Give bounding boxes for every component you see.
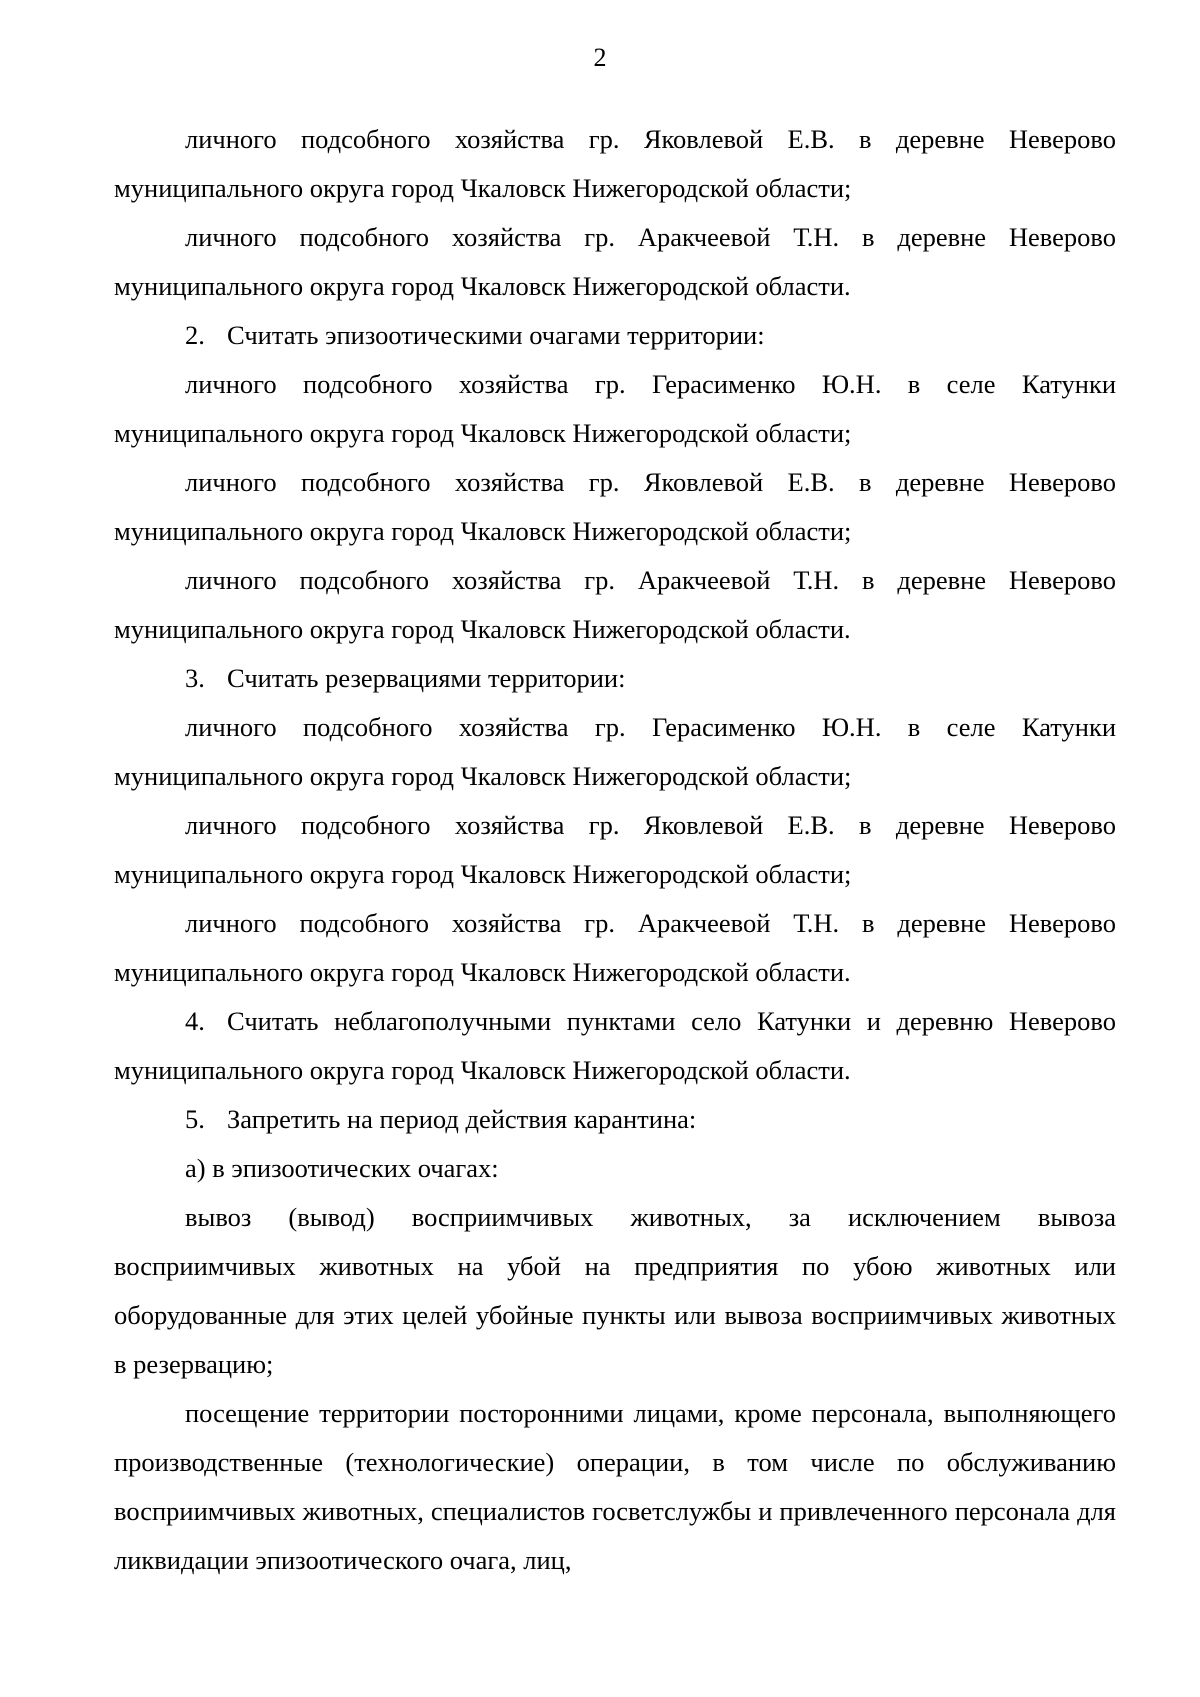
paragraph-text: личного подсобного хозяйства гр. Герасименко Ю.Н. в селе Катунки муниципального округа город Чкаловск Нижегородской области;	[114, 712, 1116, 791]
item-2-heading	[114, 311, 1116, 360]
paragraph-text: Запретить на период действия карантина:	[227, 1104, 697, 1134]
paragraph-text: личного подсобного хозяйства гр. Аракчеевой Т.Н. в деревне Неверово муниципального округа город Чкаловск Нижегородской области.	[114, 908, 1116, 987]
paragraph-gerasimenko-2	[114, 360, 1116, 458]
paragraph-text: посещение территории посторонними лицами, кроме персонала, выполняющего производственные (технологические) операции, в том числе по обслуживанию восприимчивых животных, специалистов госветслужбы и привлеченного персонала для ликвидации эпизоотического очага, лиц,	[114, 1398, 1116, 1575]
paragraph-text: вывоз (вывод) восприимчивых животных, за исключением вывоза восприимчивых животных на убой на предприятия по убою животных или оборудованные для этих целей убойные пункты или вывоза восприимчивых животных в резервацию;	[114, 1202, 1116, 1379]
paragraph-text: Считать неблагополучными пунктами село Катунки и деревню Неверово муниципального округа город Чкаловск Нижегородской области.	[114, 1006, 1116, 1085]
paragraph-yakovleva-3	[114, 801, 1116, 899]
paragraph-text: личного подсобного хозяйства гр. Аракчеевой Т.Н. в деревне Неверово муниципального округа город Чкаловск Нижегородской области.	[114, 222, 1116, 301]
item-5-heading	[114, 1095, 1116, 1144]
item-number: 3.	[185, 663, 205, 693]
paragraph-export-ban	[114, 1193, 1116, 1389]
document-body	[114, 115, 1116, 1585]
paragraph-gerasimenko-3	[114, 703, 1116, 801]
paragraph-arakcheeva-3	[114, 899, 1116, 997]
item-number: 5.	[185, 1104, 205, 1134]
paragraph-text: личного подсобного хозяйства гр. Яковлевой Е.В. в деревне Неверово муниципального округа город Чкаловск Нижегородской области;	[114, 124, 1116, 203]
paragraph-text: личного подсобного хозяйства гр. Герасименко Ю.Н. в селе Катунки муниципального округа город Чкаловск Нижегородской области;	[114, 369, 1116, 448]
paragraph-text: Считать эпизоотическими очагами территории:	[227, 320, 765, 350]
paragraph-yakovleva-2	[114, 458, 1116, 556]
paragraph-text: личного подсобного хозяйства гр. Аракчеевой Т.Н. в деревне Неверово муниципального округа город Чкаловск Нижегородской области.	[114, 565, 1116, 644]
paragraph-arakcheeva-1	[114, 213, 1116, 311]
paragraph-text: Считать резервациями территории:	[227, 663, 626, 693]
item-3-heading	[114, 654, 1116, 703]
item-4	[114, 997, 1116, 1095]
paragraph-yakovleva-1	[114, 115, 1116, 213]
item-number: 2.	[185, 320, 205, 350]
paragraph-text: личного подсобного хозяйства гр. Яковлевой Е.В. в деревне Неверово муниципального округа город Чкаловск Нижегородской области;	[114, 810, 1116, 889]
page-number: 2	[593, 43, 607, 72]
paragraph-visit-ban	[114, 1389, 1116, 1585]
subitem-a-heading	[114, 1144, 1116, 1193]
paragraph-text: личного подсобного хозяйства гр. Яковлевой Е.В. в деревне Неверово муниципального округа город Чкаловск Нижегородской области;	[114, 467, 1116, 546]
item-number: 4.	[185, 1006, 205, 1036]
paragraph-text: а) в эпизоотических очагах:	[185, 1153, 499, 1183]
paragraph-arakcheeva-2	[114, 556, 1116, 654]
